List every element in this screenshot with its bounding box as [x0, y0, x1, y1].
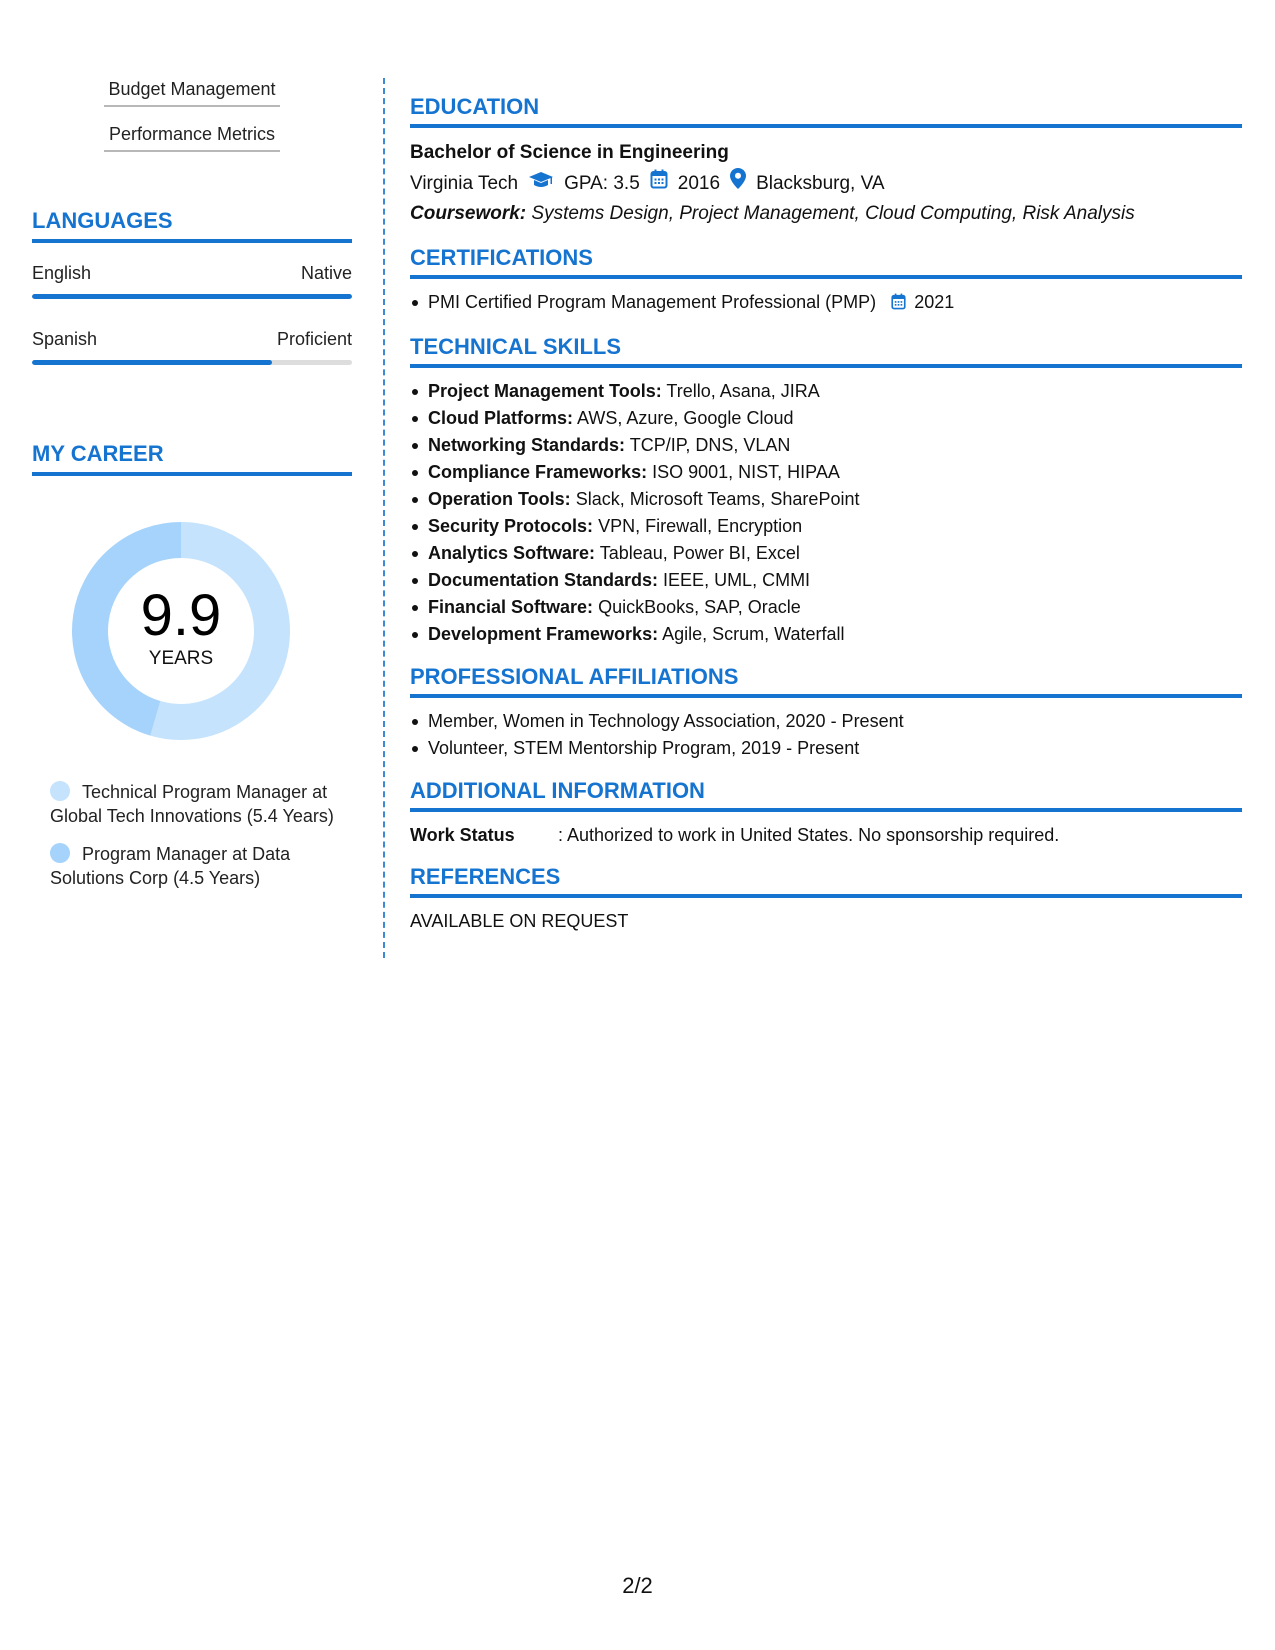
column-divider — [383, 78, 385, 958]
technical-skill-value: Agile, Scrum, Waterfall — [662, 624, 845, 644]
technical-skill-label: Security Protocols: — [428, 516, 594, 536]
legend-label: Technical Program Manager at Global Tech Innovations (5.4 Years) — [50, 782, 334, 826]
technical-skill-item — [428, 432, 1242, 459]
skill-list — [32, 78, 352, 152]
technical-skill-value: IEEE, UML, CMMI — [663, 570, 811, 590]
career-total-unit: YEARS — [148, 648, 214, 669]
technical-skills-heading: TECHNICAL SKILLS — [410, 334, 1242, 368]
education-heading: EDUCATION — [410, 94, 1242, 128]
affiliation-item: Volunteer, STEM Mentorship Program, 2019 - Present — [428, 735, 1242, 762]
language-name: English — [32, 263, 92, 283]
technical-skill-label: Compliance Frameworks: — [428, 462, 648, 482]
technical-skill-label: Networking Standards: — [428, 435, 626, 455]
language-name: Spanish — [32, 329, 98, 349]
school-name: Virginia Tech — [410, 172, 519, 194]
technical-skill-label: Cloud Platforms: — [428, 408, 574, 428]
certification-list — [410, 289, 1242, 318]
graduation-year: 2016 — [677, 172, 721, 194]
language-bar — [32, 360, 352, 365]
technical-skill-item — [428, 405, 1242, 432]
career-section — [32, 441, 352, 890]
technical-skill-value: Trello, Asana, JIRA — [666, 381, 820, 401]
education-section — [410, 94, 1242, 229]
affiliations-list — [410, 708, 1242, 762]
certification-year: 2021 — [914, 292, 955, 312]
language-item — [32, 329, 352, 365]
career-donut-chart — [66, 516, 296, 746]
education-location: Blacksburg, VA — [756, 172, 885, 194]
technical-skill-value: Slack, Microsoft Teams, SharePoint — [575, 489, 860, 509]
technical-skill-item — [428, 567, 1242, 594]
page-number: 2/2 — [622, 1573, 653, 1598]
work-status-value: : Authorized to work in United States. No sponsorship required. — [558, 825, 1060, 845]
gpa: GPA: 3.5 — [564, 172, 640, 194]
technical-skill-label: Development Frameworks: — [428, 624, 659, 644]
language-level: Proficient — [276, 329, 352, 349]
certifications-heading: CERTIFICATIONS — [410, 245, 1242, 279]
legend-item — [50, 842, 335, 890]
work-status-row — [410, 822, 1242, 848]
language-bar — [32, 294, 352, 299]
technical-skill-item — [428, 540, 1242, 567]
language-item — [32, 263, 352, 299]
legend-swatch — [50, 781, 70, 801]
education-details — [410, 168, 1242, 199]
certifications-section — [410, 245, 1242, 318]
technical-skill-value: ISO 9001, NIST, HIPAA — [652, 462, 840, 482]
languages-heading: LANGUAGES — [32, 208, 352, 243]
technical-skill-item — [428, 378, 1242, 405]
technical-skills-section — [410, 334, 1242, 648]
technical-skill-label: Financial Software: — [428, 597, 594, 617]
career-heading: MY CAREER — [32, 441, 352, 476]
technical-skill-label: Documentation Standards: — [428, 570, 659, 590]
technical-skill-item — [428, 621, 1242, 648]
coursework-label: Coursework: — [410, 203, 527, 224]
legend-swatch — [50, 843, 70, 863]
certification-name: PMI Certified Program Management Professional (PMP) — [428, 292, 877, 312]
technical-skill-value: AWS, Azure, Google Cloud — [577, 408, 794, 428]
coursework — [410, 199, 1242, 229]
calendar-icon — [650, 169, 668, 199]
additional-info-section — [410, 778, 1242, 848]
technical-skill-value: VPN, Firewall, Encryption — [598, 516, 803, 536]
skill-item: Budget Management — [104, 78, 280, 107]
technical-skills-list — [410, 378, 1242, 648]
technical-skill-label: Analytics Software: — [428, 543, 596, 563]
graduation-cap-icon — [528, 169, 554, 199]
technical-skill-value: TCP/IP, DNS, VLAN — [629, 435, 791, 455]
calendar-icon — [891, 291, 906, 318]
work-status-label: Work Status — [410, 825, 515, 845]
language-bar-fill — [32, 360, 272, 365]
languages-section — [32, 208, 352, 365]
right-column — [410, 94, 1242, 950]
technical-skill-item — [428, 513, 1242, 540]
technical-skill-item — [428, 486, 1242, 513]
references-heading: REFERENCES — [410, 864, 1242, 898]
affiliations-heading: PROFESSIONAL AFFILIATIONS — [410, 664, 1242, 698]
technical-skill-label: Project Management Tools: — [428, 381, 662, 401]
affiliations-section — [410, 664, 1242, 762]
location-pin-icon — [730, 168, 746, 199]
references-section — [410, 864, 1242, 934]
additional-info-heading: ADDITIONAL INFORMATION — [410, 778, 1242, 812]
career-legend — [50, 780, 335, 890]
donut-center — [66, 583, 296, 670]
career-total-years: 9.9 — [140, 583, 222, 648]
coursework-list: Systems Design, Project Management, Cloud Computing, Risk Analysis — [531, 203, 1135, 224]
technical-skill-value: Tableau, Power BI, Excel — [599, 543, 800, 563]
technical-skill-item — [428, 459, 1242, 486]
skill-item: Performance Metrics — [104, 123, 280, 152]
language-level: Native — [300, 263, 352, 283]
technical-skill-value: QuickBooks, SAP, Oracle — [598, 597, 801, 617]
degree-title: Bachelor of Science in Engineering — [410, 142, 729, 163]
affiliation-item: Member, Women in Technology Association, 2020 - Present — [428, 708, 1242, 735]
legend-label: Program Manager at Data Solutions Corp (4.5 Years) — [50, 844, 291, 888]
references-text: AVAILABLE ON REQUEST — [410, 911, 629, 931]
technical-skill-label: Operation Tools: — [428, 489, 571, 509]
certification-item — [428, 289, 1242, 318]
language-bar-fill — [32, 294, 352, 299]
legend-item — [50, 780, 335, 828]
left-column — [32, 78, 352, 904]
technical-skill-item — [428, 594, 1242, 621]
